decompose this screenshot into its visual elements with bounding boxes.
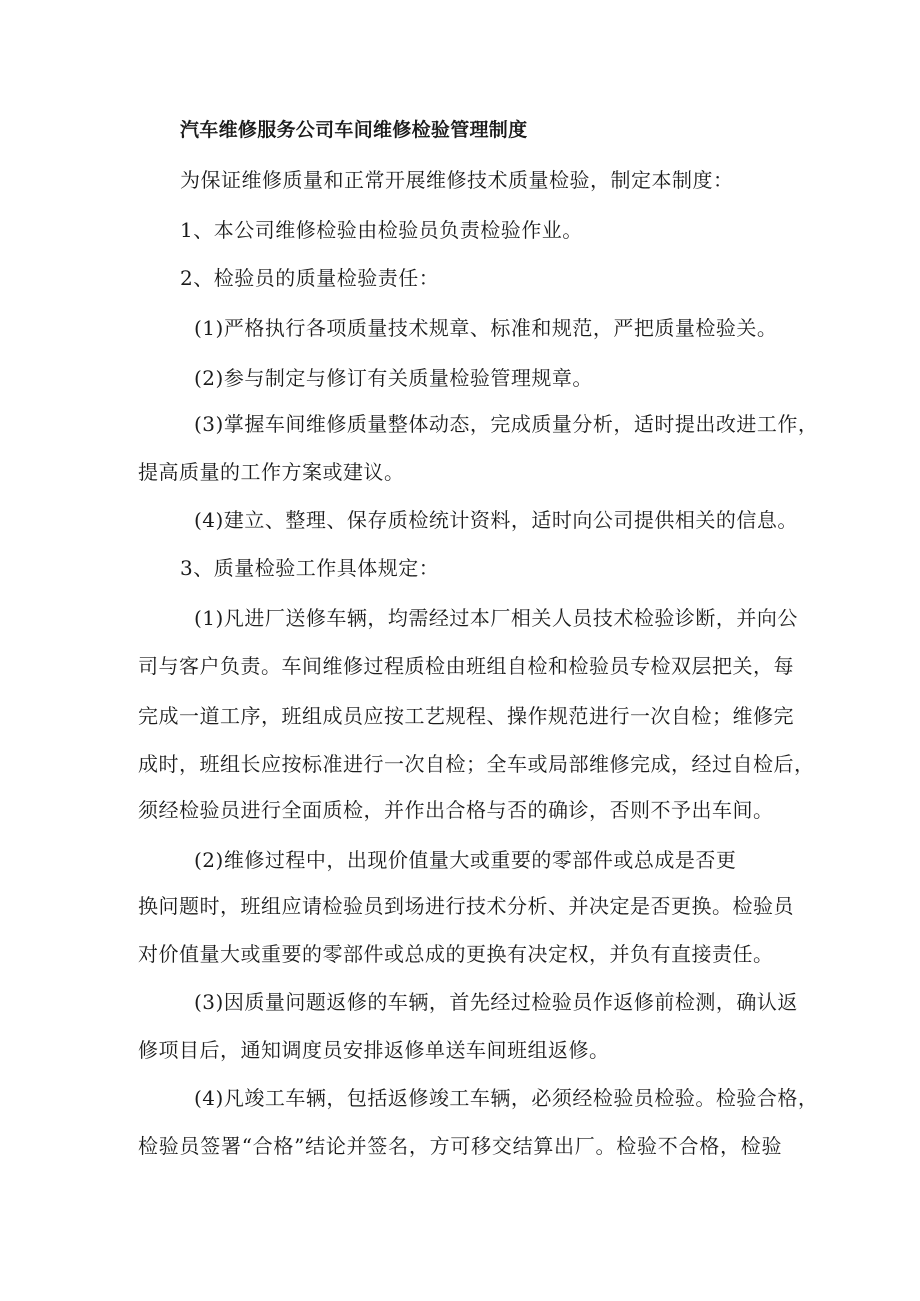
clause-3: 3、质量检验工作具体规定： <box>180 556 440 580</box>
clause-3-item-1-line-1: (1)凡进厂送修车辆，均需经过本厂相关人员技术检验诊断，并向公 <box>194 606 798 630</box>
clause-3-item-4-line-1: (4)凡竣工车辆，包括返修竣工车辆，必须经检验员检验。检验合格， <box>194 1086 819 1110</box>
clause-2-item-2: (2)参与制定与修订有关质量检验管理规章。 <box>194 366 593 390</box>
clause-3-item-2-line-3: 对价值量大或重要的零部件或总成的更换有决定权，并负有直接责任。 <box>138 942 774 966</box>
clause-3-item-1-line-5: 须经检验员进行全面质检，并作出合格与否的确诊，否则不予出车间。 <box>138 798 774 822</box>
clause-3-item-1-line-2: 司与客户负责。车间维修过程质检由班组自检和检验员专检双层把关，每 <box>138 654 794 678</box>
clause-2-item-4: (4)建立、整理、保存质检统计资料，适时向公司提供相关的信息。 <box>194 508 798 532</box>
clause-3-item-3-line-2: 修项目后，通知调度员安排返修单送车间班组返修。 <box>138 1038 610 1062</box>
clause-2-item-3-line-2: 提高质量的工作方案或建议。 <box>138 460 405 484</box>
clause-3-item-1-line-3: 完成一道工序，班组成员应按工艺规程、操作规范进行一次自检；维修完 <box>138 704 794 728</box>
clause-2-item-1: (1)严格执行各项质量技术规章、标准和规范，严把质量检验关。 <box>194 316 778 340</box>
clause-3-item-1-line-4: 成时，班组长应按标准进行一次自检；全车或局部维修完成，经过自检后， <box>138 752 815 776</box>
document-title: 汽车维修服务公司车间维修检验管理制度 <box>180 119 528 141</box>
clause-3-item-4-line-2: 检验员签署“合格”结论并签名，方可移交结算出厂。检验不合格，检验 <box>138 1134 782 1158</box>
clause-3-item-2-line-1: (2)维修过程中，出现价值量大或重要的零部件或总成是否更 <box>194 848 737 872</box>
clause-1: 1、本公司维修检验由检验员负责检验作业。 <box>180 218 583 242</box>
clause-3-item-2-line-2: 换问题时，班组应请检验员到场进行技术分析、并决定是否更换。检验员 <box>138 894 794 918</box>
clause-2: 2、检验员的质量检验责任： <box>180 266 440 290</box>
clause-2-item-3-line-1: (3)掌握车间维修质量整体动态，完成质量分析，适时提出改进工作， <box>194 412 819 436</box>
clause-3-item-3-line-1: (3)因质量问题返修的车辆，首先经过检验员作返修前检测，确认返 <box>194 990 798 1014</box>
intro-line: 为保证维修质量和正常开展维修技术质量检验，制定本制度： <box>180 168 734 192</box>
